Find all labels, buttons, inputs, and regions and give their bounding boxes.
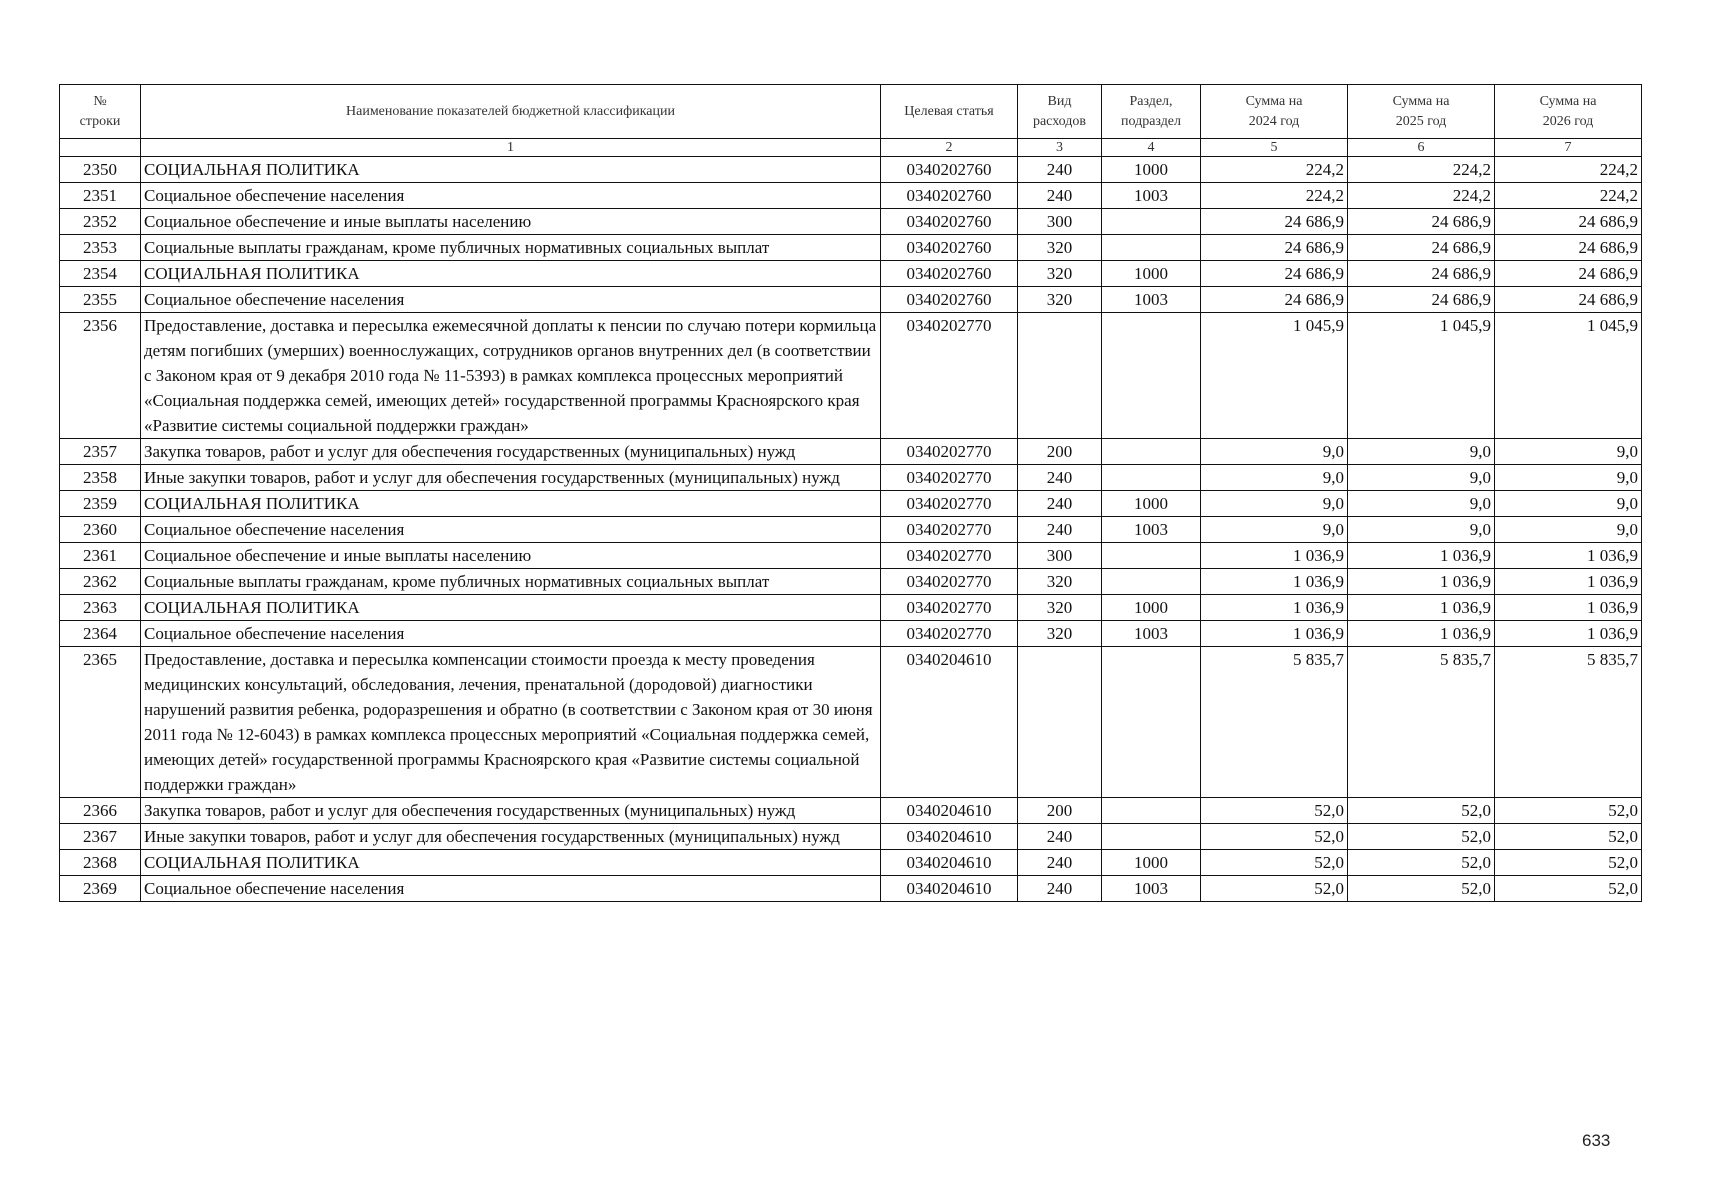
row-name: Социальное обеспечение населения [141, 517, 881, 543]
expense-kind [1018, 647, 1102, 798]
table-row [60, 569, 1642, 595]
row-number: 2361 [60, 543, 141, 569]
section-code: 1003 [1102, 876, 1201, 902]
row-name: СОЦИАЛЬНАЯ ПОЛИТИКА [141, 491, 881, 517]
target-code: 0340204610 [881, 824, 1018, 850]
column-number: 5 [1201, 139, 1348, 157]
sum-2024: 224,2 [1201, 183, 1348, 209]
row-name: Закупка товаров, работ и услуг для обеспечения государственных (муниципальных) нужд [141, 439, 881, 465]
sum-2026: 52,0 [1495, 824, 1642, 850]
expense-kind: 320 [1018, 261, 1102, 287]
target-code: 0340204610 [881, 850, 1018, 876]
section-code: 1003 [1102, 183, 1201, 209]
target-code: 0340202770 [881, 439, 1018, 465]
sum-2025: 9,0 [1348, 491, 1495, 517]
section-code: 1000 [1102, 850, 1201, 876]
target-code: 0340202770 [881, 595, 1018, 621]
sum-2024: 1 036,9 [1201, 569, 1348, 595]
column-number [60, 139, 141, 157]
expense-kind: 240 [1018, 824, 1102, 850]
sum-2024: 24 686,9 [1201, 209, 1348, 235]
table-row [60, 876, 1642, 902]
sum-2026: 24 686,9 [1495, 287, 1642, 313]
sum-2026: 52,0 [1495, 798, 1642, 824]
target-code: 0340202770 [881, 313, 1018, 439]
sum-2025: 24 686,9 [1348, 287, 1495, 313]
expense-kind: 300 [1018, 543, 1102, 569]
sum-2026: 1 036,9 [1495, 543, 1642, 569]
row-number: 2359 [60, 491, 141, 517]
table-header-row [60, 85, 1642, 139]
sum-2026: 9,0 [1495, 439, 1642, 465]
target-code: 0340202760 [881, 261, 1018, 287]
table-row [60, 235, 1642, 261]
table-row [60, 621, 1642, 647]
target-code: 0340202760 [881, 183, 1018, 209]
sum-2026: 52,0 [1495, 850, 1642, 876]
column-number: 1 [141, 139, 881, 157]
sum-2025: 224,2 [1348, 183, 1495, 209]
expense-kind: 240 [1018, 876, 1102, 902]
header-sum-2025: Сумма на 2025 год [1348, 85, 1495, 139]
target-code: 0340202760 [881, 287, 1018, 313]
row-number: 2355 [60, 287, 141, 313]
sum-2024: 9,0 [1201, 491, 1348, 517]
header-target: Целевая статья [881, 85, 1018, 139]
row-number: 2363 [60, 595, 141, 621]
sum-2025: 1 036,9 [1348, 621, 1495, 647]
sum-2026: 24 686,9 [1495, 261, 1642, 287]
target-code: 0340202760 [881, 235, 1018, 261]
section-code: 1003 [1102, 287, 1201, 313]
sum-2025: 5 835,7 [1348, 647, 1495, 798]
sum-2024: 9,0 [1201, 517, 1348, 543]
sum-2024: 24 686,9 [1201, 235, 1348, 261]
sum-2026: 52,0 [1495, 876, 1642, 902]
row-number: 2358 [60, 465, 141, 491]
section-code: 1000 [1102, 157, 1201, 183]
table-body [60, 157, 1642, 902]
table-row [60, 517, 1642, 543]
row-number: 2369 [60, 876, 141, 902]
header-sum-2024: Сумма на 2024 год [1201, 85, 1348, 139]
budget-table [59, 84, 1642, 902]
table-row [60, 439, 1642, 465]
sum-2024: 52,0 [1201, 850, 1348, 876]
row-number: 2354 [60, 261, 141, 287]
row-name: Социальные выплаты гражданам, кроме публичных нормативных социальных выплат [141, 235, 881, 261]
table-row [60, 287, 1642, 313]
sum-2026: 24 686,9 [1495, 209, 1642, 235]
sum-2026: 224,2 [1495, 183, 1642, 209]
sum-2026: 9,0 [1495, 517, 1642, 543]
row-number: 2366 [60, 798, 141, 824]
table-row [60, 491, 1642, 517]
row-number: 2360 [60, 517, 141, 543]
sum-2024: 1 036,9 [1201, 621, 1348, 647]
header-kind: Вид расходов [1018, 85, 1102, 139]
sum-2026: 5 835,7 [1495, 647, 1642, 798]
row-number: 2365 [60, 647, 141, 798]
sum-2024: 1 036,9 [1201, 595, 1348, 621]
row-name: Предоставление, доставка и пересылка компенсации стоимости проезда к месту проведения медицинских консультаций, обследования, лечения, пренатальной (дородовой) диагностики нарушений развития ребенка, родоразрешения и обратно (в соответствии с Законом края от 30 июня 2011 года № 12-6043) в рамках комплекса процессных мероприятий «Социальная поддержка семей, имеющих детей» государственной программы Красноярского края «Развитие системы социальной поддержки граждан» [141, 647, 881, 798]
target-code: 0340204610 [881, 647, 1018, 798]
table-row [60, 798, 1642, 824]
row-number: 2356 [60, 313, 141, 439]
row-number: 2351 [60, 183, 141, 209]
table-row [60, 595, 1642, 621]
row-number: 2364 [60, 621, 141, 647]
sum-2024: 52,0 [1201, 876, 1348, 902]
row-number: 2362 [60, 569, 141, 595]
table-row [60, 313, 1642, 439]
sum-2026: 1 036,9 [1495, 595, 1642, 621]
table-row [60, 824, 1642, 850]
sum-2025: 9,0 [1348, 465, 1495, 491]
sum-2025: 24 686,9 [1348, 209, 1495, 235]
sum-2025: 52,0 [1348, 798, 1495, 824]
sum-2024: 5 835,7 [1201, 647, 1348, 798]
expense-kind: 240 [1018, 465, 1102, 491]
section-code: 1000 [1102, 491, 1201, 517]
row-number: 2357 [60, 439, 141, 465]
target-code: 0340202770 [881, 543, 1018, 569]
sum-2026: 1 036,9 [1495, 569, 1642, 595]
row-name: СОЦИАЛЬНАЯ ПОЛИТИКА [141, 261, 881, 287]
sum-2025: 1 036,9 [1348, 543, 1495, 569]
row-name: Социальное обеспечение и иные выплаты населению [141, 543, 881, 569]
expense-kind: 240 [1018, 491, 1102, 517]
expense-kind: 320 [1018, 621, 1102, 647]
column-number: 3 [1018, 139, 1102, 157]
section-code: 1003 [1102, 621, 1201, 647]
sum-2025: 52,0 [1348, 876, 1495, 902]
expense-kind: 240 [1018, 183, 1102, 209]
section-code [1102, 798, 1201, 824]
sum-2026: 9,0 [1495, 491, 1642, 517]
section-code [1102, 235, 1201, 261]
sum-2025: 24 686,9 [1348, 261, 1495, 287]
target-code: 0340204610 [881, 798, 1018, 824]
column-number: 4 [1102, 139, 1201, 157]
row-name: Социальное обеспечение населения [141, 287, 881, 313]
sum-2025: 1 036,9 [1348, 569, 1495, 595]
table-row [60, 647, 1642, 798]
sum-2026: 24 686,9 [1495, 235, 1642, 261]
row-name: Социальное обеспечение населения [141, 876, 881, 902]
expense-kind: 240 [1018, 850, 1102, 876]
sum-2025: 52,0 [1348, 824, 1495, 850]
sum-2024: 52,0 [1201, 798, 1348, 824]
target-code: 0340202770 [881, 491, 1018, 517]
table-row [60, 261, 1642, 287]
target-code: 0340202770 [881, 517, 1018, 543]
header-sum-2026: Сумма на 2026 год [1495, 85, 1642, 139]
section-code [1102, 313, 1201, 439]
row-number: 2352 [60, 209, 141, 235]
expense-kind [1018, 313, 1102, 439]
page-number: 633 [1582, 1131, 1611, 1150]
table-row [60, 209, 1642, 235]
row-name: Социальное обеспечение населения [141, 183, 881, 209]
expense-kind: 200 [1018, 798, 1102, 824]
column-number: 2 [881, 139, 1018, 157]
header-row-number: № строки [60, 85, 141, 139]
row-name: Закупка товаров, работ и услуг для обеспечения государственных (муниципальных) нужд [141, 798, 881, 824]
section-code [1102, 209, 1201, 235]
column-number-row [60, 139, 1642, 157]
row-name: СОЦИАЛЬНАЯ ПОЛИТИКА [141, 595, 881, 621]
section-code: 1000 [1102, 595, 1201, 621]
sum-2026: 224,2 [1495, 157, 1642, 183]
sum-2025: 52,0 [1348, 850, 1495, 876]
table-row [60, 543, 1642, 569]
expense-kind: 200 [1018, 439, 1102, 465]
table-row [60, 465, 1642, 491]
target-code: 0340202770 [881, 569, 1018, 595]
row-name: СОЦИАЛЬНАЯ ПОЛИТИКА [141, 157, 881, 183]
section-code [1102, 543, 1201, 569]
sum-2026: 1 045,9 [1495, 313, 1642, 439]
header-name: Наименование показателей бюджетной классификации [141, 85, 881, 139]
sum-2024: 9,0 [1201, 465, 1348, 491]
row-name: Социальные выплаты гражданам, кроме публичных нормативных социальных выплат [141, 569, 881, 595]
row-name: Иные закупки товаров, работ и услуг для обеспечения государственных (муниципальных) нужд [141, 824, 881, 850]
table-row [60, 157, 1642, 183]
expense-kind: 300 [1018, 209, 1102, 235]
sum-2024: 1 036,9 [1201, 543, 1348, 569]
sum-2026: 9,0 [1495, 465, 1642, 491]
row-number: 2350 [60, 157, 141, 183]
header-section: Раздел, подраздел [1102, 85, 1201, 139]
section-code [1102, 647, 1201, 798]
sum-2024: 224,2 [1201, 157, 1348, 183]
target-code: 0340202760 [881, 209, 1018, 235]
sum-2024: 1 045,9 [1201, 313, 1348, 439]
sum-2024: 24 686,9 [1201, 261, 1348, 287]
target-code: 0340202770 [881, 465, 1018, 491]
column-number: 7 [1495, 139, 1642, 157]
column-number: 6 [1348, 139, 1495, 157]
expense-kind: 320 [1018, 569, 1102, 595]
section-code [1102, 824, 1201, 850]
sum-2025: 224,2 [1348, 157, 1495, 183]
sum-2024: 52,0 [1201, 824, 1348, 850]
row-name: Социальное обеспечение населения [141, 621, 881, 647]
row-number: 2367 [60, 824, 141, 850]
section-code: 1000 [1102, 261, 1201, 287]
expense-kind: 320 [1018, 235, 1102, 261]
expense-kind: 240 [1018, 157, 1102, 183]
section-code: 1003 [1102, 517, 1201, 543]
sum-2025: 1 045,9 [1348, 313, 1495, 439]
sum-2025: 9,0 [1348, 439, 1495, 465]
sum-2025: 9,0 [1348, 517, 1495, 543]
expense-kind: 320 [1018, 287, 1102, 313]
section-code [1102, 465, 1201, 491]
target-code: 0340204610 [881, 876, 1018, 902]
expense-kind: 320 [1018, 595, 1102, 621]
sum-2026: 1 036,9 [1495, 621, 1642, 647]
target-code: 0340202760 [881, 157, 1018, 183]
row-name: Предоставление, доставка и пересылка ежемесячной доплаты к пенсии по случаю потери кормильца детям погибших (умерших) военнослужащих, сотрудников органов внутренних дел (в соответствии с Законом края от 9 декабря 2010 года № 11-5393) в рамках комплекса процессных мероприятий «Социальная поддержка семей, имеющих детей» государственной программы Красноярского края «Развитие системы социальной поддержки граждан» [141, 313, 881, 439]
table-row [60, 183, 1642, 209]
target-code: 0340202770 [881, 621, 1018, 647]
row-number: 2353 [60, 235, 141, 261]
row-number: 2368 [60, 850, 141, 876]
row-name: СОЦИАЛЬНАЯ ПОЛИТИКА [141, 850, 881, 876]
sum-2025: 1 036,9 [1348, 595, 1495, 621]
row-name: Иные закупки товаров, работ и услуг для обеспечения государственных (муниципальных) нужд [141, 465, 881, 491]
section-code [1102, 439, 1201, 465]
sum-2025: 24 686,9 [1348, 235, 1495, 261]
expense-kind: 240 [1018, 517, 1102, 543]
section-code [1102, 569, 1201, 595]
sum-2024: 9,0 [1201, 439, 1348, 465]
row-name: Социальное обеспечение и иные выплаты населению [141, 209, 881, 235]
table-row [60, 850, 1642, 876]
sum-2024: 24 686,9 [1201, 287, 1348, 313]
